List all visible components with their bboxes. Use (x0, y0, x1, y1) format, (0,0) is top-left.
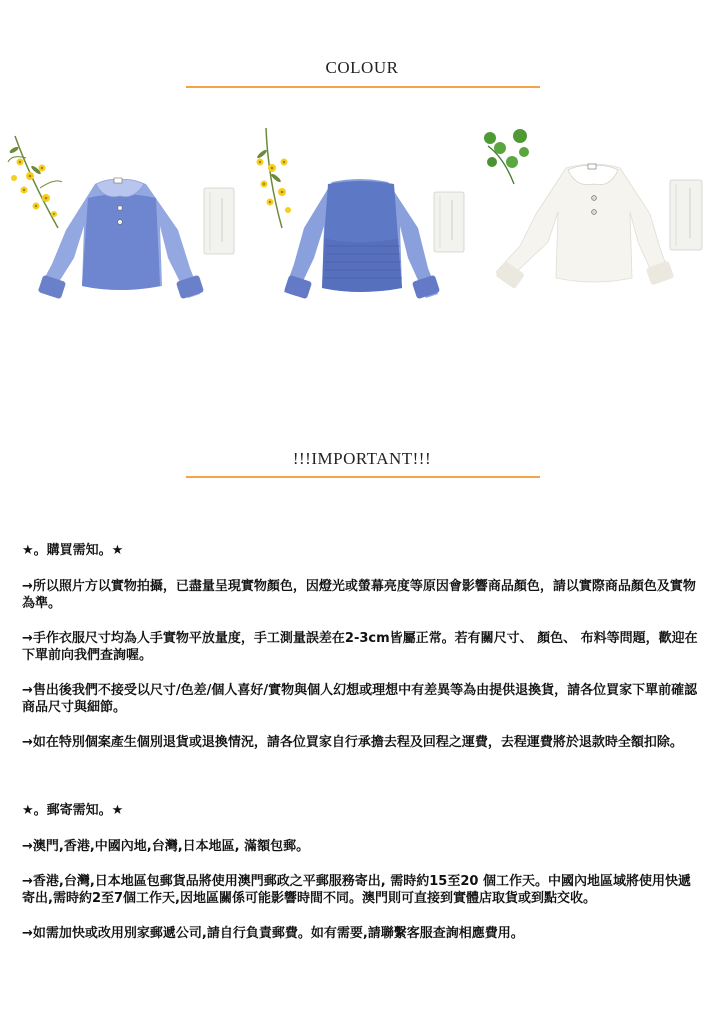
product-photo-blue-front (0, 118, 240, 318)
colour-divider (186, 86, 540, 88)
purchase-notice-item: →手作衣服尺寸均為人手實物平放量度，手工測量誤差在2-3cm皆屬正常。若有關尺寸、 顏色、 布料等問題，歡迎在下單前向我們查詢喔。 (22, 631, 698, 663)
book-stack-icon (434, 192, 464, 252)
shipping-notice-item: →如需加快或改用別家郵遞公司,請自行負責郵費。如有需要,請聯繫客服查詢相應費用。 (22, 926, 524, 941)
blouse-back-icon (284, 179, 440, 299)
purchase-notice-heading: ★。購買需知。★ (22, 543, 124, 558)
blouse-icon (495, 164, 674, 289)
shipping-notice-item: →澳門,香港,中國內地,台灣,日本地區, 滿額包郵。 (22, 839, 310, 854)
book-stack-icon (204, 188, 234, 254)
product-photo-blue-back (242, 118, 482, 318)
important-divider (186, 476, 540, 478)
purchase-notice-item: →所以照片方以實物拍攝，已盡量呈現實物顏色，因燈光或螢幕亮度等原因會影響商品顏色，請以實際商品顏色及實物為準。 (22, 579, 696, 611)
leaf-sprig-icon (484, 129, 529, 184)
purchase-notice-item: →如在特別個案產生個別退貨或退換情況，請各位買家自行承擔去程及回程之運費，去程運費將於退款時全額扣除。 (22, 735, 683, 750)
colour-title: COLOUR (325, 58, 399, 77)
blouse-icon (38, 178, 204, 299)
shipping-notice-heading: ★。郵寄需知。★ (22, 803, 124, 818)
purchase-notice-item: →售出後我們不接受以尺寸/色差/個人喜好/實物與個人幻想或理想中有差異等為由提供退換貨，請各位買家下單前確認商品尺寸與細節。 (22, 683, 698, 715)
important-title: !!!IMPORTANT!!! (292, 449, 432, 468)
purchase-notice (22, 542, 702, 751)
shipping-notice-item: →香港,台灣,日本地區包郵貨品將使用澳門郵政之平郵服務寄出, 需時約15至20 個工作天。中國內地區域將使用快遞寄出,需時約2至7個工作天,因地區關係可能影響時間不同。澳門則可直接到實體店取貨或到點交收。 (22, 874, 691, 906)
colour-photos (0, 118, 724, 318)
shipping-notice (22, 802, 702, 942)
flower-sprig-icon (8, 136, 62, 228)
product-photo-white-front (484, 118, 724, 318)
flower-sprig-icon (256, 128, 291, 228)
book-stack-icon (670, 180, 702, 250)
